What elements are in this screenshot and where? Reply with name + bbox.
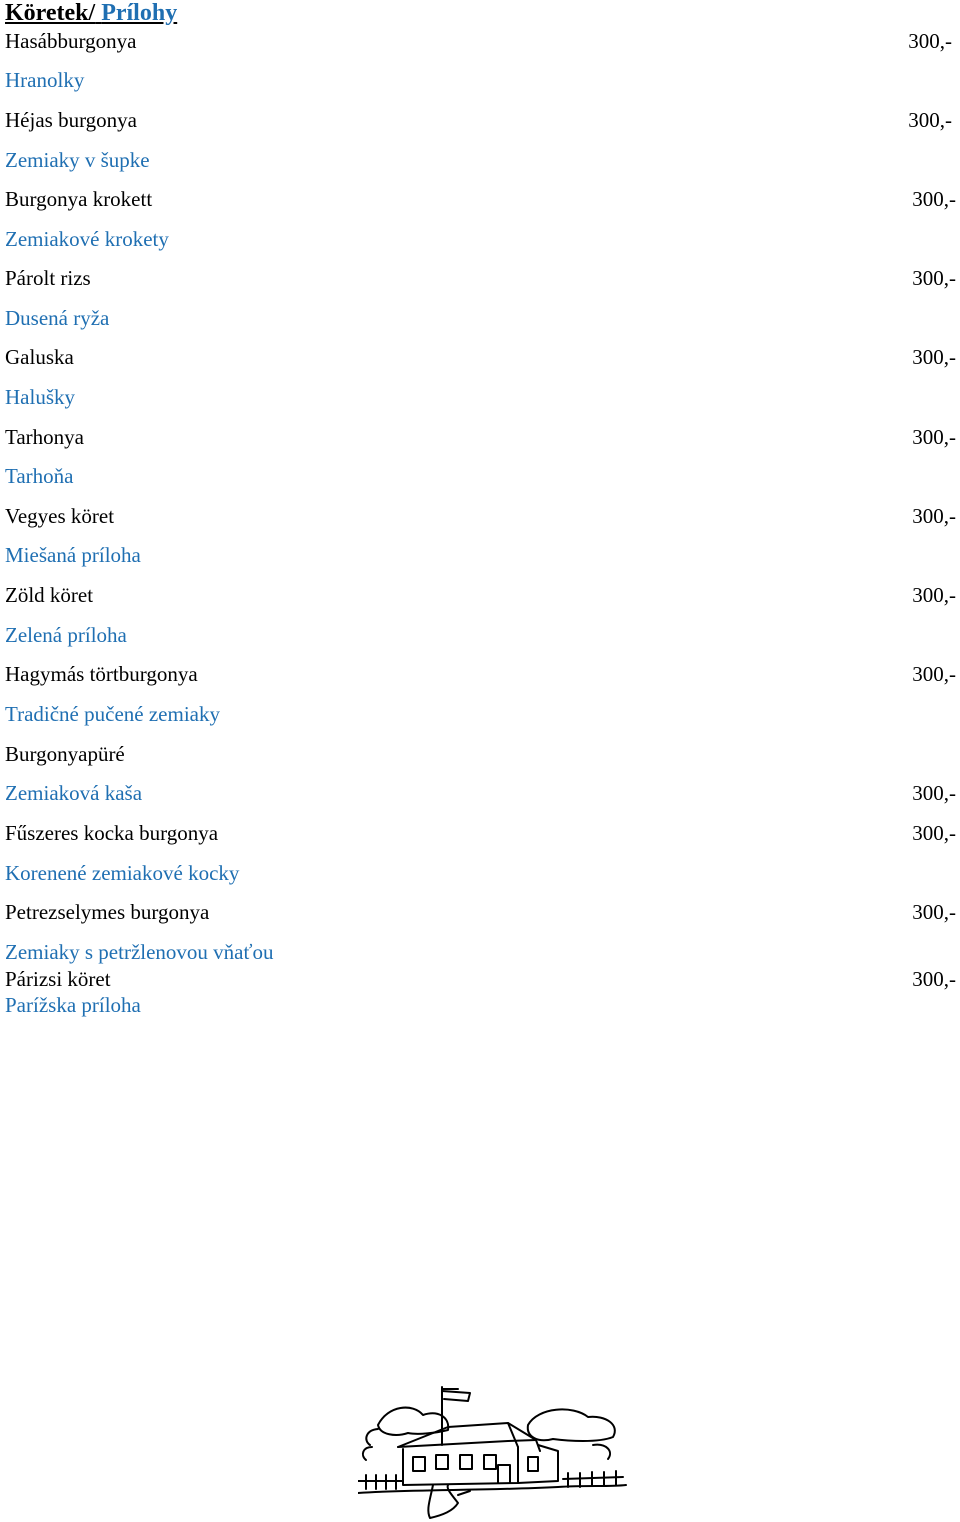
menu-item-hu [5, 28, 952, 54]
menu-item-sk [5, 384, 956, 410]
item-name-hu: Fűszeres kocka burgonya [5, 821, 219, 845]
item-name-sk: Halušky [5, 385, 75, 409]
item-price: 300,- [908, 108, 952, 132]
menu-item-sk [5, 992, 956, 1018]
item-price: 300,- [912, 821, 956, 845]
item-name-hu: Galuska [5, 345, 74, 369]
menu-item-sk [5, 226, 956, 252]
page-title [5, 0, 177, 27]
item-name-sk: Tradičné pučené zemiaky [5, 702, 220, 726]
item-name-hu: Zöld köret [5, 583, 94, 607]
menu-item-sk [5, 701, 956, 727]
item-name-hu: Párolt rizs [5, 266, 91, 290]
menu-item-hu [5, 503, 956, 529]
item-name-hu: Párizsi köret [5, 967, 111, 991]
item-name-sk: Zemiaky s petržlenovou vňaťou [5, 940, 274, 964]
menu-item-hu [5, 820, 956, 846]
menu-item-hu [5, 107, 952, 133]
item-name-sk: Tarhoňa [5, 464, 74, 488]
item-price: 300,- [912, 781, 956, 805]
item-name-sk: Dusená ryža [5, 306, 110, 330]
menu-item-sk [5, 939, 956, 965]
title-hu: Köretek/ [5, 0, 96, 26]
menu-item-hu [5, 186, 956, 212]
item-name-sk: Zemiaková kaša [5, 781, 143, 805]
item-name-sk: Hranolky [5, 68, 85, 92]
menu-item-hu [5, 344, 956, 370]
item-name-hu: Hasábburgonya [5, 29, 137, 53]
item-price: 300,- [908, 29, 952, 53]
menu-item-hu [5, 899, 956, 925]
menu-item-sk [5, 542, 956, 568]
menu-item-sk [5, 860, 956, 886]
item-price: 300,- [912, 187, 956, 211]
item-name-hu: Burgonya krokett [5, 187, 153, 211]
item-name-hu: Burgonyapüré [5, 742, 125, 766]
menu-item-sk [5, 305, 956, 331]
item-name-hu: Vegyes köret [5, 504, 115, 528]
menu-item-hu [5, 661, 956, 687]
menu-item-hu [5, 966, 956, 992]
item-name-sk: Zemiaky v šupke [5, 148, 150, 172]
menu-item-hu [5, 741, 956, 767]
item-name-hu: Héjas burgonya [5, 108, 137, 132]
menu-item-sk [5, 622, 956, 648]
item-name-sk: Zemiakové krokety [5, 227, 169, 251]
item-name-hu: Tarhonya [5, 425, 84, 449]
item-price: 300,- [912, 583, 956, 607]
item-price: 300,- [912, 900, 956, 924]
menu-item-hu [5, 424, 956, 450]
menu-item-hu [5, 582, 956, 608]
menu-item-hu [5, 265, 956, 291]
item-name-sk: Miešaná príloha [5, 543, 141, 567]
restaurant-logo-drawing [358, 1385, 628, 1520]
item-price: 300,- [912, 504, 956, 528]
item-price: 300,- [912, 345, 956, 369]
item-price: 300,- [912, 662, 956, 686]
menu-item-sk [5, 147, 956, 173]
item-name-sk: Parížska príloha [5, 993, 141, 1017]
menu-item-sk [5, 463, 956, 489]
item-name-sk: Korenené zemiakové kocky [5, 861, 240, 885]
item-name-hu: Petrezselymes burgonya [5, 900, 210, 924]
title-sk: Prílohy [101, 0, 178, 26]
menu-item-sk [5, 67, 956, 93]
item-name-sk: Zelená príloha [5, 623, 127, 647]
item-name-hu: Hagymás törtburgonya [5, 662, 198, 686]
item-price: 300,- [912, 967, 956, 991]
item-price: 300,- [912, 425, 956, 449]
item-price: 300,- [912, 266, 956, 290]
menu-item-sk [5, 780, 956, 806]
